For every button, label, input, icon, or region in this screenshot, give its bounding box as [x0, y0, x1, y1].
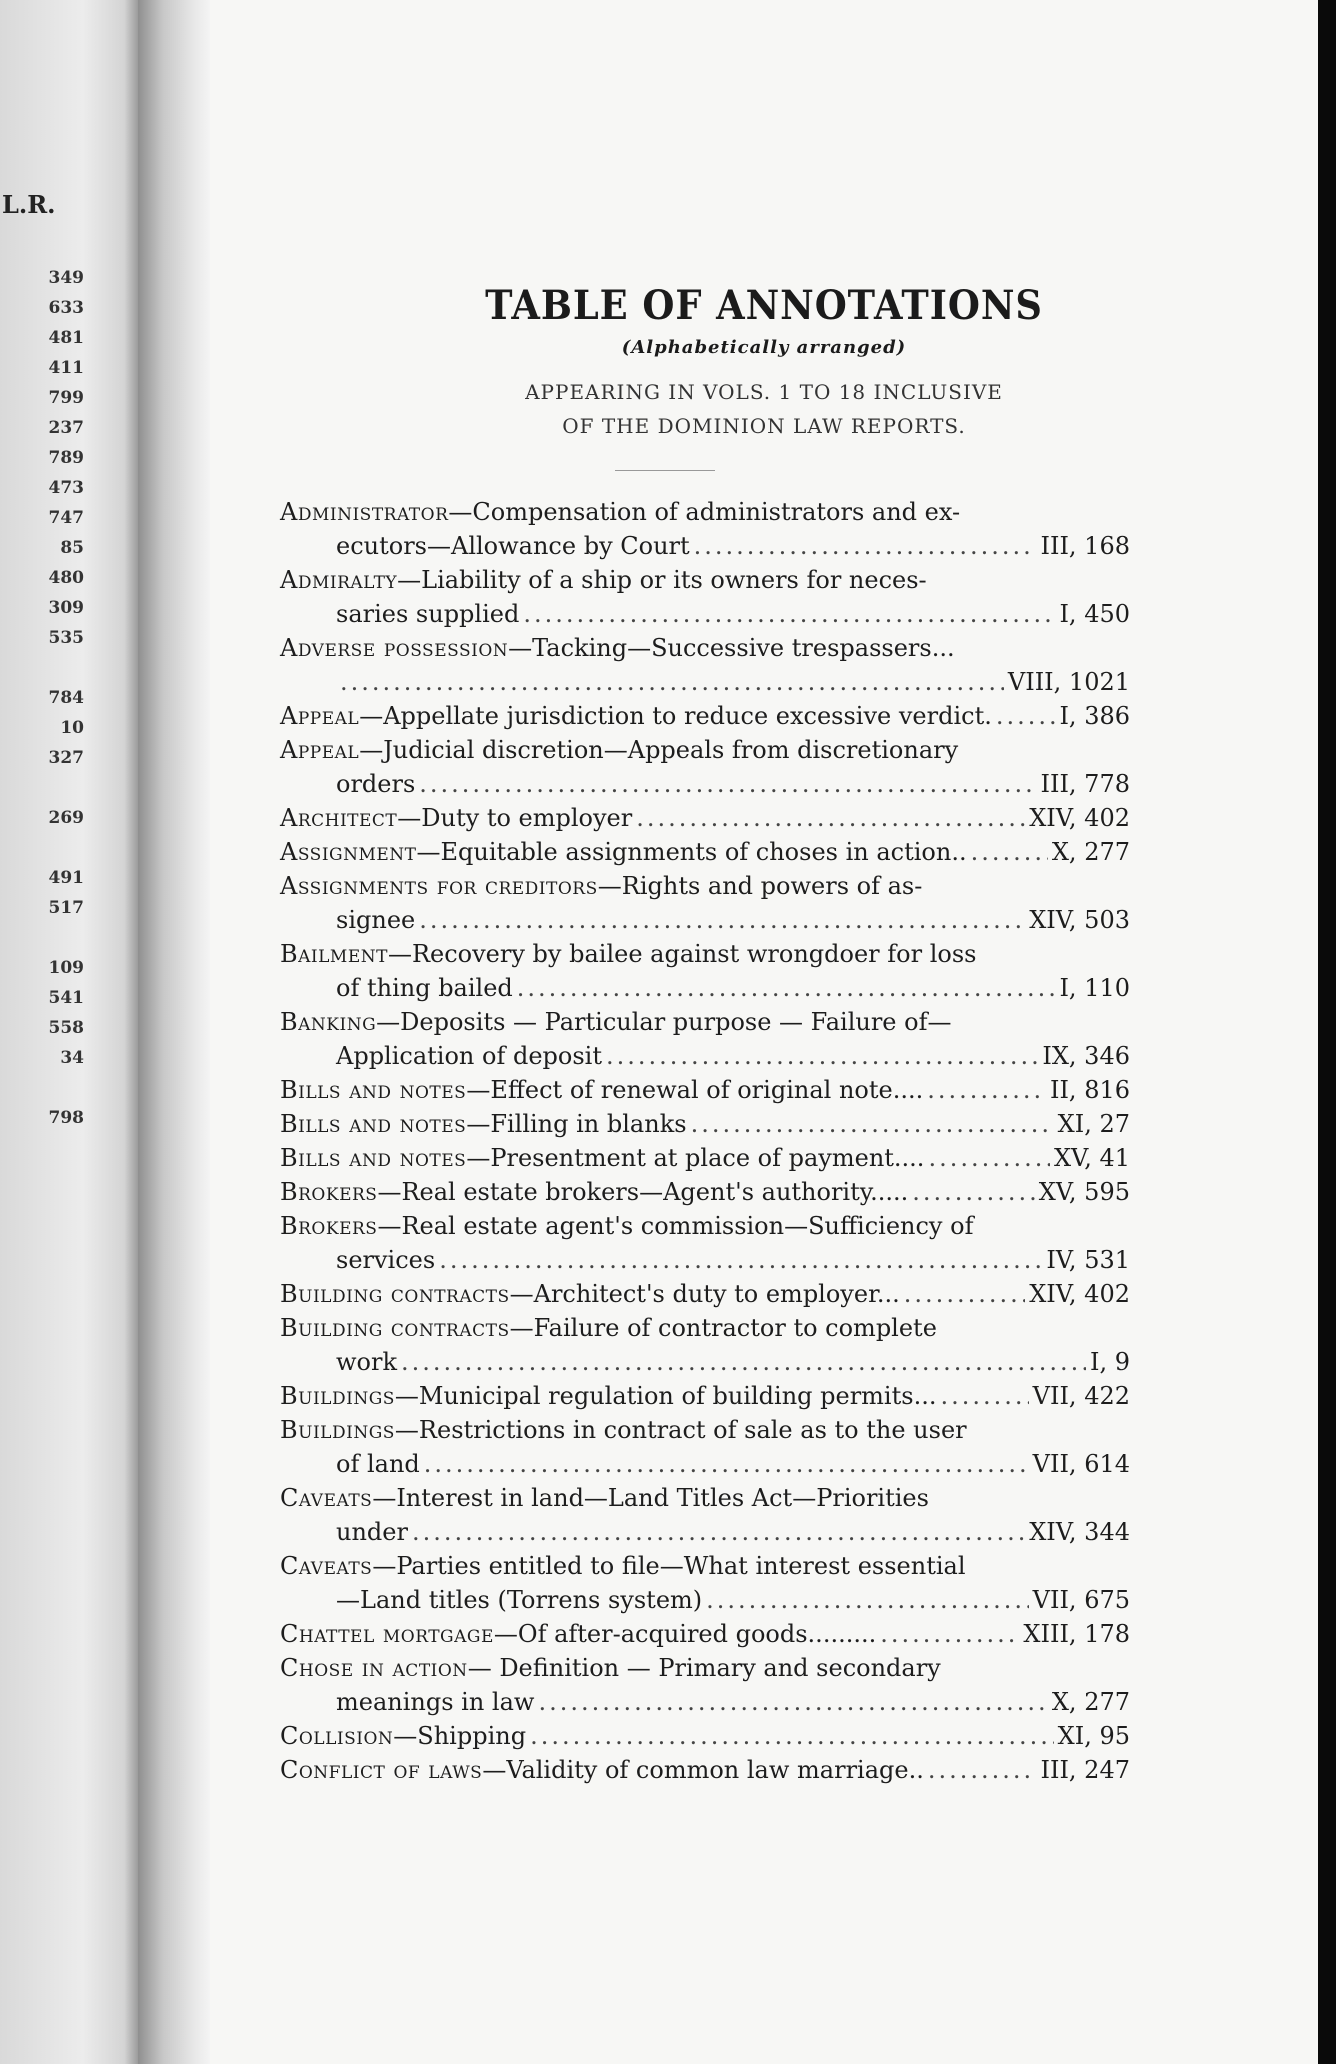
right-edge: [1318, 0, 1336, 2064]
annotation-entry: [280, 1175, 1130, 1209]
annotation-entry: [280, 631, 1130, 699]
annotation-entry: [280, 1753, 1130, 1787]
entry-text: — Definition — Primary and secondary: [467, 1654, 941, 1682]
leader-dots: [424, 1447, 1029, 1481]
annotation-entry: [280, 1719, 1130, 1753]
title-rule: [615, 470, 715, 471]
facing-page-number: 491: [48, 868, 84, 888]
facing-page-number: 784: [48, 688, 84, 708]
annotation-entry: [280, 1617, 1130, 1651]
leader-dots: [928, 1141, 1050, 1175]
entry-reference: XI, 95: [1057, 1722, 1130, 1750]
entry-heading: Chattel mortgage: [280, 1620, 494, 1648]
annotation-entry: [280, 733, 1130, 801]
entry-text: —Validity of common law marriage..: [482, 1756, 924, 1784]
entry-text: —Duty to employer: [397, 804, 633, 832]
entry-reference: XIV, 344: [1029, 1518, 1130, 1546]
page-title: TABLE OF ANNOTATIONS: [485, 282, 1043, 329]
facing-page-number: 558: [48, 1018, 84, 1038]
facing-page-number: 85: [60, 538, 84, 558]
leader-dots: [940, 1379, 1028, 1413]
entry-reference: I, 110: [1059, 974, 1130, 1002]
entry-reference: IV, 531: [1046, 1246, 1130, 1274]
entry-reference: I, 9: [1089, 1348, 1130, 1376]
facing-page-number: 789: [48, 448, 84, 468]
entry-reference: VIII, 1021: [1007, 668, 1130, 696]
leader-dots: [401, 1345, 1086, 1379]
entry-continuation: signee: [336, 906, 416, 934]
leader-dots: [439, 1243, 1042, 1277]
facing-page-number: 747: [48, 508, 84, 528]
annotation-entry: [280, 1005, 1130, 1073]
leader-dots: [636, 801, 1025, 835]
entry-heading: Administrator: [280, 498, 449, 526]
entry-text: —Real estate brokers—Agent's authority.....: [377, 1178, 909, 1206]
annotation-entry: [280, 1379, 1130, 1413]
entry-reference: XIII, 178: [1023, 1620, 1130, 1648]
entry-text: —Equitable assignments of choses in action..: [416, 838, 967, 866]
page-gutter: [138, 0, 210, 2064]
entry-reference: VII, 422: [1032, 1382, 1130, 1410]
entry-reference: X, 277: [1051, 1688, 1130, 1716]
annotation-entry: [280, 699, 1130, 733]
facing-page-number: 798: [48, 1108, 84, 1128]
entry-text: —Failure of contractor to complete: [509, 1314, 937, 1342]
entry-heading: Appeal: [280, 702, 360, 730]
leader-dots: [971, 835, 1048, 869]
entry-reference: XIV, 402: [1029, 804, 1130, 832]
entry-text: —Architect's duty to employer...: [509, 1280, 900, 1308]
entry-reference: I, 386: [1059, 702, 1130, 730]
entry-heading: Brokers: [280, 1178, 378, 1206]
entry-reference: I, 450: [1059, 600, 1130, 628]
annotation-entry: [280, 563, 1130, 631]
leader-dots: [523, 597, 1055, 631]
leader-dots: [517, 971, 1056, 1005]
annotation-entry: [280, 869, 1130, 937]
entry-heading: Adverse possession: [280, 634, 509, 662]
facing-page-number: 481: [48, 328, 84, 348]
entry-text: —Interest in land—Land Titles Act—Priorities: [372, 1484, 929, 1512]
facing-page-number: 349: [48, 268, 84, 288]
leader-dots: [538, 1685, 1047, 1719]
entry-text: —Liability of a ship or its owners for neces-: [397, 566, 927, 594]
entry-reference: XI, 27: [1057, 1110, 1130, 1138]
leader-dots: [706, 1583, 1028, 1617]
annotations-page: [210, 0, 1318, 2064]
entry-text: —Rights and powers of as-: [597, 872, 923, 900]
entry-heading: Bills and notes: [280, 1076, 467, 1104]
entry-text: —Tacking—Successive trespassers...: [508, 634, 955, 662]
entry-reference: XV, 595: [1038, 1178, 1130, 1206]
entry-text: —Presentment at place of payment....: [466, 1144, 925, 1172]
reports-line: OF THE DOMINION LAW REPORTS.: [562, 414, 966, 438]
entry-text: —Parties entitled to file—What interest essential: [372, 1552, 966, 1580]
entry-text: —Restrictions in contract of sale as to the user: [394, 1416, 967, 1444]
leader-dots: [996, 699, 1056, 733]
leader-dots: [419, 903, 1025, 937]
entry-heading: Chose in action: [280, 1654, 468, 1682]
entry-heading: Assignments for creditors: [280, 872, 598, 900]
facing-page-number: 269: [48, 808, 84, 828]
leader-dots: [412, 1515, 1025, 1549]
entry-continuation: Application of deposit: [336, 1042, 602, 1070]
entry-text: —Compensation of administrators and ex-: [448, 498, 961, 526]
leader-dots: [530, 1719, 1054, 1753]
leader-dots: [419, 767, 1036, 801]
page-subtitle: (Alphabetically arranged): [621, 337, 907, 358]
leader-dots: [904, 1277, 1025, 1311]
leader-dots: [880, 1617, 1019, 1651]
annotation-entry: [280, 1277, 1130, 1311]
entry-continuation: orders: [336, 770, 416, 798]
entry-heading: Bills and notes: [280, 1110, 467, 1138]
entry-text: —Real estate agent's commission—Sufficiency of: [377, 1212, 974, 1240]
entry-heading: Bailment: [280, 940, 388, 968]
facing-page-number: 517: [48, 898, 84, 918]
facing-page-number: 34: [60, 1048, 84, 1068]
facing-page-number: 480: [48, 568, 84, 588]
entry-reference: XV, 41: [1053, 1144, 1130, 1172]
volumes-line: APPEARING IN VOLS. 1 TO 18 INCLUSIVE: [525, 380, 1003, 404]
entry-continuation: saries supplied: [336, 600, 520, 628]
annotation-entry: [280, 1651, 1130, 1719]
entry-heading: Collision: [280, 1722, 394, 1750]
entry-reference: VII, 675: [1032, 1586, 1130, 1614]
entry-reference: X, 277: [1051, 838, 1130, 866]
annotation-entry: [280, 1209, 1130, 1277]
facing-page-number: 799: [48, 388, 84, 408]
entry-reference: III, 778: [1040, 770, 1130, 798]
leader-dots: [928, 1753, 1037, 1787]
entry-heading: Buildings: [280, 1416, 395, 1444]
facing-page-number: 109: [48, 958, 84, 978]
annotation-entry: [280, 1481, 1130, 1549]
leader-dots: [691, 1107, 1054, 1141]
annotation-entry: [280, 1141, 1130, 1175]
leader-dots: [694, 529, 1037, 563]
entry-heading: Architect: [280, 804, 398, 832]
entry-heading: Appeal: [280, 736, 360, 764]
entry-continuation: of land: [336, 1450, 420, 1478]
facing-page-number: 411: [48, 358, 84, 378]
facing-page-number: 327: [48, 748, 84, 768]
facing-page-number: 237: [48, 418, 84, 438]
entry-heading: Building contracts: [280, 1314, 510, 1342]
annotation-entry: [280, 1107, 1130, 1141]
facing-page-number: 309: [48, 598, 84, 618]
entry-reference: IX, 346: [1042, 1042, 1130, 1070]
entry-text: —Filling in blanks: [466, 1110, 687, 1138]
entry-heading: Conflict of laws: [280, 1756, 483, 1784]
entry-text: —Municipal regulation of building permits...: [394, 1382, 937, 1410]
annotation-entry: [280, 1311, 1130, 1379]
leader-dots: [927, 1073, 1046, 1107]
entry-reference: II, 816: [1049, 1076, 1130, 1104]
annotation-entry: [280, 495, 1130, 563]
annotation-entry: [280, 1073, 1130, 1107]
annotation-entry: [280, 835, 1130, 869]
entry-text: —Deposits — Particular purpose — Failure of—: [376, 1008, 952, 1036]
annotation-entry: [280, 801, 1130, 835]
entry-continuation: meanings in law: [336, 1688, 535, 1716]
entry-heading: Banking: [280, 1008, 377, 1036]
annotation-entry: [280, 1413, 1130, 1481]
facing-page-number: 535: [48, 628, 84, 648]
annotation-entry: [280, 1549, 1130, 1617]
entry-text: —Judicial discretion—Appeals from discretionary: [359, 736, 959, 764]
entry-continuation: services: [336, 1246, 436, 1274]
entry-text: —Appellate jurisdiction to reduce excessive verdict.: [359, 702, 992, 730]
entry-text: —Of after-acquired goods.........: [493, 1620, 877, 1648]
entry-reference: III, 247: [1040, 1756, 1130, 1784]
facing-page-number: 541: [48, 988, 84, 1008]
entry-continuation: work: [336, 1348, 398, 1376]
leader-dots: [340, 665, 1004, 699]
entry-heading: Caveats: [280, 1552, 373, 1580]
entry-continuation: —Land titles (Torrens system): [336, 1586, 703, 1614]
entry-continuation: ecutors—Allowance by Court: [336, 532, 690, 560]
entry-heading: Buildings: [280, 1382, 395, 1410]
entry-text: —Recovery by bailee against wrongdoer for loss: [387, 940, 977, 968]
entry-heading: Bills and notes: [280, 1144, 467, 1172]
facing-page: [0, 0, 138, 2064]
entry-reference: VII, 614: [1032, 1450, 1130, 1478]
entry-reference: XIV, 503: [1029, 906, 1130, 934]
entry-heading: Brokers: [280, 1212, 378, 1240]
entry-continuation: under: [336, 1518, 408, 1546]
annotations-list: [280, 495, 1130, 1787]
facing-page-number: 473: [48, 478, 84, 498]
facing-page-header: L.R.: [2, 190, 56, 219]
entry-text: —Effect of renewal of original note....: [466, 1076, 924, 1104]
entry-heading: Caveats: [280, 1484, 373, 1512]
entry-heading: Building contracts: [280, 1280, 510, 1308]
entry-heading: Assignment: [280, 838, 417, 866]
leader-dots: [912, 1175, 1034, 1209]
entry-reference: III, 168: [1040, 532, 1130, 560]
facing-page-number: 10: [60, 718, 84, 738]
facing-page-number: 633: [48, 298, 84, 318]
entry-heading: Admiralty: [280, 566, 398, 594]
entry-reference: XIV, 402: [1029, 1280, 1130, 1308]
entry-continuation: of thing bailed: [336, 974, 513, 1002]
annotation-entry: [280, 937, 1130, 1005]
leader-dots: [606, 1039, 1038, 1073]
entry-text: —Shipping: [393, 1722, 527, 1750]
